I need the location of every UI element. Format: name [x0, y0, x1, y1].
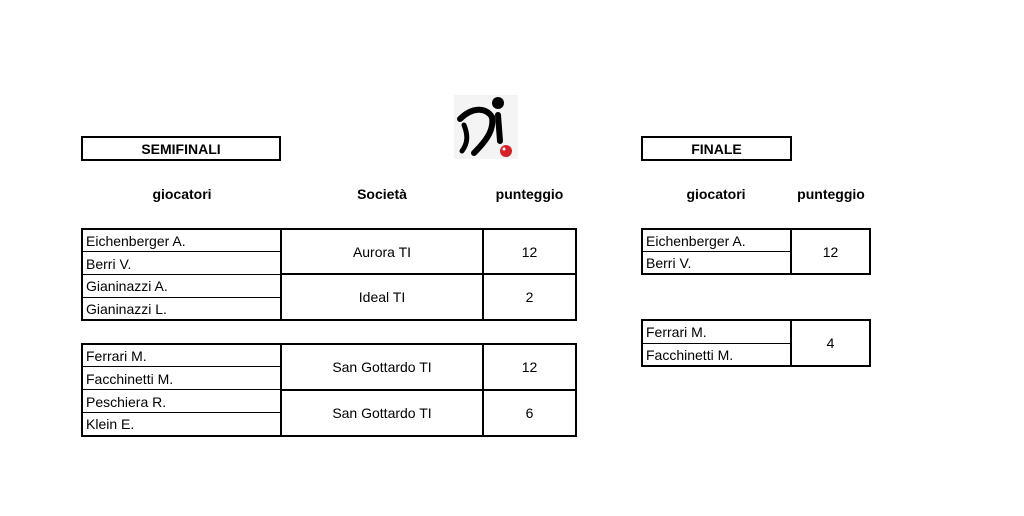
finale-title: FINALE: [641, 136, 792, 161]
divider: [81, 389, 281, 390]
player-name: Peschiera R.: [86, 393, 167, 410]
player-name: Berri V.: [646, 254, 692, 271]
divider: [81, 366, 281, 367]
bocce-player-icon: [454, 95, 518, 159]
semifinali-header-score: punteggio: [495, 186, 564, 202]
semifinali-header-players: giocatori: [152, 186, 212, 202]
score: 12: [521, 243, 538, 260]
player-name: Facchinetti M.: [646, 346, 734, 363]
player-name: Ferrari M.: [646, 323, 707, 340]
player-name: Berri V.: [86, 255, 132, 272]
score: 2: [525, 289, 534, 305]
player-name: Gianinazzi A.: [86, 277, 168, 294]
player-name: Ferrari M.: [86, 347, 147, 364]
score: 12: [822, 243, 839, 260]
semifinali-header-club: Società: [357, 186, 407, 202]
finale-header-players: giocatori: [686, 186, 746, 202]
score: 12: [521, 359, 538, 375]
player-name: Eichenberger A.: [86, 232, 186, 249]
divider: [81, 251, 281, 252]
score: 6: [525, 405, 534, 421]
player-name: Facchinetti M.: [86, 370, 174, 387]
club-name: San Gottardo TI: [332, 359, 432, 375]
club-name: Aurora TI: [352, 243, 412, 260]
club-name: San Gottardo TI: [332, 405, 432, 421]
player-name: Gianinazzi L.: [86, 300, 167, 317]
club-name: Ideal TI: [358, 289, 406, 305]
finale-header-score: punteggio: [797, 186, 865, 202]
player-name: Eichenberger A.: [646, 232, 746, 249]
player-name: Klein E.: [86, 415, 135, 432]
score: 4: [826, 335, 835, 351]
semifinali-title: SEMIFINALI: [81, 136, 281, 161]
